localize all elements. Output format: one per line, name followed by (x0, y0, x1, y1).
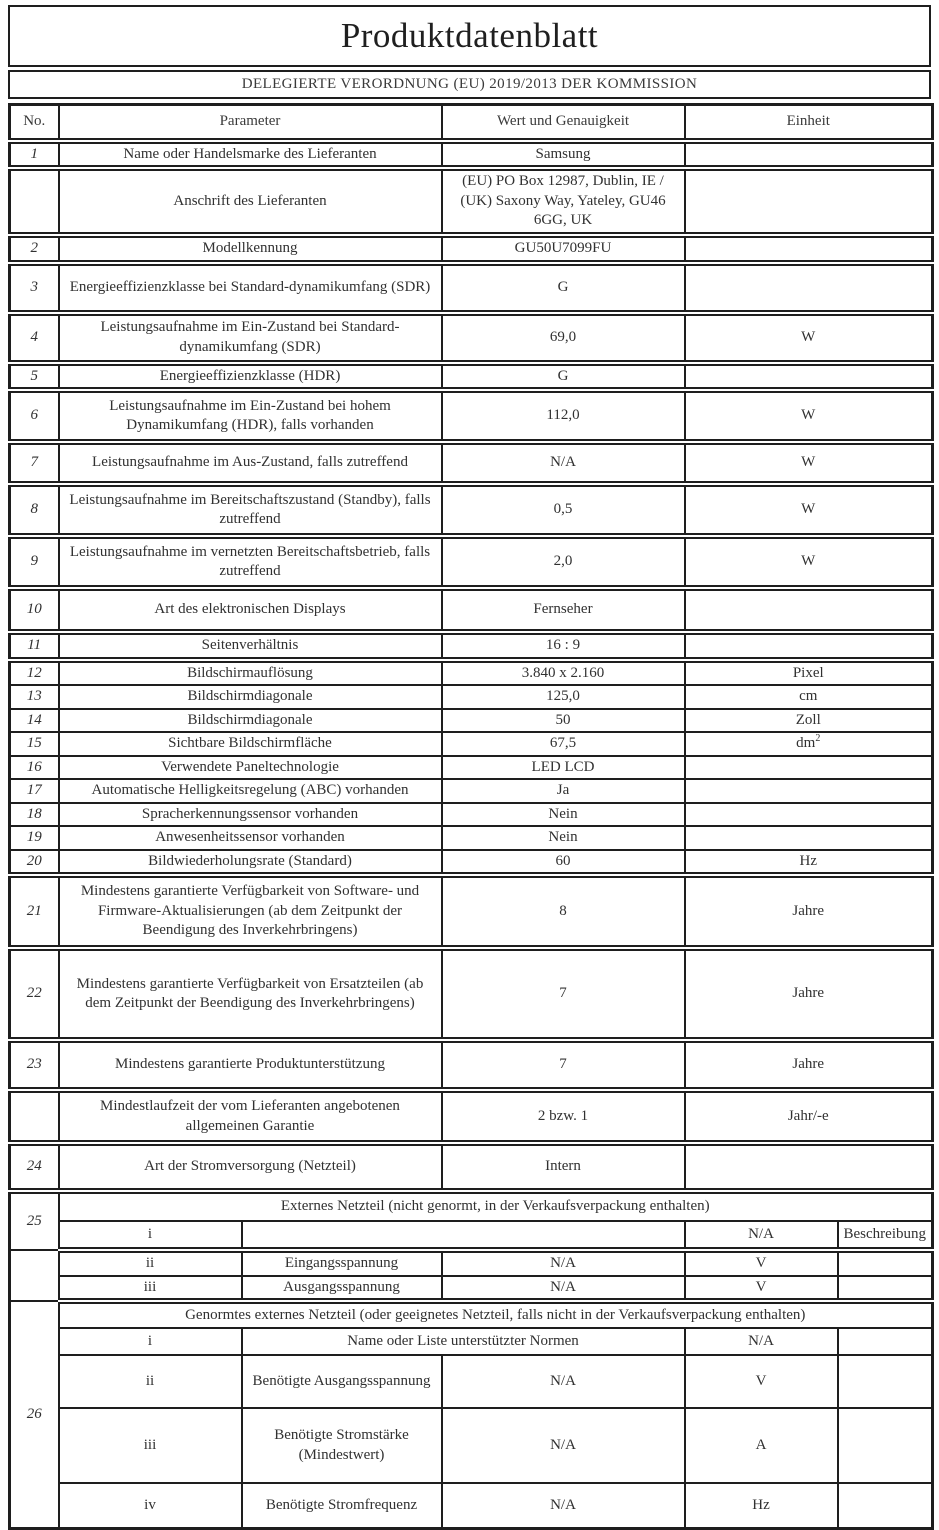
row-unit: W (685, 442, 933, 484)
table-row (10, 141, 933, 169)
row-parameter: Leistungsaufnahme im vernetzten Bereitschaftsbetrieb, falls zutreffend (59, 536, 442, 588)
regulation-subtitle: DELEGIERTE VERORDNUNG (EU) 2019/2013 DER KOMMISSION (8, 70, 931, 99)
row-value: 7 (442, 948, 685, 1040)
row-parameter: Anwesenheitssensor vorhanden (59, 826, 442, 850)
row-unit: W (685, 536, 933, 588)
row-value: Samsung (442, 141, 685, 169)
table-row (10, 263, 933, 313)
row-value: (EU) PO Box 12987, Dublin, IE / (UK) Saxony Way, Yateley, GU46 6GG, UK (442, 168, 685, 235)
section-26-sub-row (10, 1328, 933, 1355)
column-header-row (10, 105, 933, 141)
row-unit (685, 168, 933, 235)
sub-row-label: ii (59, 1250, 242, 1276)
row-no: 22 (10, 948, 59, 1040)
row-unit: Pixel (685, 660, 933, 686)
table-row (10, 235, 933, 263)
row-unit (685, 803, 933, 827)
row-unit (685, 263, 933, 313)
row-no: 5 (10, 363, 59, 391)
section-26-header-row (10, 1301, 933, 1328)
row-no: 9 (10, 536, 59, 588)
sub-row-parameter: Benötigte Stromstärke (Mindestwert) (242, 1408, 442, 1483)
sub-row-parameter: Name oder Liste unterstützter Normen (242, 1328, 685, 1355)
sub-row-unit: V (685, 1355, 838, 1408)
section-header: Genormtes externes Netzteil (oder geeignetes Netzteil, falls nicht in der Verkaufsverpackung enthalten) (59, 1301, 933, 1328)
sub-row-label: i (59, 1328, 242, 1355)
table-row (10, 660, 933, 686)
sub-row-label: i (59, 1221, 242, 1250)
sub-row-value: N/A (442, 1408, 685, 1483)
row-unit: Zoll (685, 709, 933, 733)
row-parameter: Sichtbare Bildschirmfläche (59, 732, 442, 756)
sub-row-label: iv (59, 1483, 242, 1528)
sub-row-unit: V (685, 1250, 838, 1276)
sub-row-note (838, 1483, 933, 1528)
sub-row-unit: Hz (685, 1483, 838, 1528)
sub-row-value: N/A (685, 1221, 838, 1250)
table-row (10, 168, 933, 235)
section-25-sub-row (10, 1276, 933, 1302)
table-row (10, 948, 933, 1040)
row-unit (685, 1143, 933, 1191)
row-no: 14 (10, 709, 59, 733)
row-no (10, 168, 59, 235)
row-parameter: Mindestens garantierte Produktunterstützung (59, 1040, 442, 1090)
row-unit (685, 756, 933, 780)
row-no: 6 (10, 390, 59, 442)
row-unit (685, 826, 933, 850)
table-row (10, 442, 933, 484)
table-row (10, 850, 933, 876)
row-parameter: Automatische Helligkeitsregelung (ABC) vorhanden (59, 779, 442, 803)
sub-row-value: N/A (442, 1483, 685, 1528)
section-25-sub-row (10, 1250, 933, 1276)
row-unit: W (685, 313, 933, 363)
section-26-sub-row (10, 1355, 933, 1408)
row-parameter: Modellkennung (59, 235, 442, 263)
section-25-header-row (10, 1191, 933, 1221)
unit-superscript: 2 (815, 733, 821, 744)
row-no: 1 (10, 141, 59, 169)
section-26-sub-row (10, 1483, 933, 1528)
table-row (10, 875, 933, 948)
sub-row-parameter: Benötigte Stromfrequenz (242, 1483, 442, 1528)
sub-row-unit: V (685, 1276, 838, 1302)
sub-row-label: ii (59, 1355, 242, 1408)
row-no: 24 (10, 1143, 59, 1191)
table-row (10, 363, 933, 391)
row-unit: Jahre (685, 1040, 933, 1090)
row-value: LED LCD (442, 756, 685, 780)
table-row (10, 588, 933, 632)
row-parameter: Energieeffizienzklasse bei Standard-dynamikumfang (SDR) (59, 263, 442, 313)
row-parameter: Mindestens garantierte Verfügbarkeit von Software- und Firmware-Aktualisierungen (ab dem Zeitpunkt der Beendigung des Inverkehrbringens) (59, 875, 442, 948)
row-parameter: Art der Stromversorgung (Netzteil) (59, 1143, 442, 1191)
row-no: 7 (10, 442, 59, 484)
table-row (10, 803, 933, 827)
row-no: 16 (10, 756, 59, 780)
sub-row-value: N/A (442, 1276, 685, 1302)
row-no: 11 (10, 632, 59, 660)
row-value: 2 bzw. 1 (442, 1090, 685, 1143)
sub-row-note (838, 1328, 933, 1355)
row-unit: cm (685, 685, 933, 709)
row-no (10, 1090, 59, 1143)
row-value: G (442, 363, 685, 391)
row-parameter: Spracherkennungssensor vorhanden (59, 803, 442, 827)
row-value: Fernseher (442, 588, 685, 632)
col-header-no: No. (10, 105, 59, 141)
row-value: Ja (442, 779, 685, 803)
row-no: 18 (10, 803, 59, 827)
row-value: N/A (442, 442, 685, 484)
row-parameter: Art des elektronischen Displays (59, 588, 442, 632)
page-title: Produktdatenblatt (8, 5, 931, 67)
row-unit: Jahre (685, 948, 933, 1040)
section-25-sub-row (10, 1221, 933, 1250)
table-row (10, 484, 933, 536)
row-value: 7 (442, 1040, 685, 1090)
row-unit: Jahr/-e (685, 1090, 933, 1143)
table-row (10, 536, 933, 588)
section-no: 25 (10, 1191, 59, 1250)
section-header: Externes Netzteil (nicht genormt, in der Verkaufsverpackung enthalten) (59, 1191, 933, 1221)
sub-row-parameter: Benötigte Ausgangsspannung (242, 1355, 442, 1408)
row-value: G (442, 263, 685, 313)
col-header-parameter: Parameter (59, 105, 442, 141)
sub-row-label: iii (59, 1276, 242, 1302)
table-row (10, 709, 933, 733)
datasheet-table (8, 103, 934, 1530)
row-value: GU50U7099FU (442, 235, 685, 263)
sub-row-parameter: Eingangsspannung (242, 1250, 442, 1276)
row-parameter: Leistungsaufnahme im Aus-Zustand, falls zutreffend (59, 442, 442, 484)
row-parameter: Verwendete Paneltechnologie (59, 756, 442, 780)
row-value: 3.840 x 2.160 (442, 660, 685, 686)
row-no: 4 (10, 313, 59, 363)
row-value: Intern (442, 1143, 685, 1191)
sub-row-parameter (242, 1221, 685, 1250)
sub-row-note (838, 1250, 933, 1276)
sub-row-note (838, 1276, 933, 1302)
row-no: 15 (10, 732, 59, 756)
row-value: 2,0 (442, 536, 685, 588)
sub-row-parameter: Ausgangsspannung (242, 1276, 442, 1302)
row-unit (685, 141, 933, 169)
row-unit (685, 632, 933, 660)
row-unit (685, 588, 933, 632)
row-value: 125,0 (442, 685, 685, 709)
row-parameter: Energieeffizienzklasse (HDR) (59, 363, 442, 391)
row-value: 16 : 9 (442, 632, 685, 660)
row-no: 20 (10, 850, 59, 876)
row-unit: Hz (685, 850, 933, 876)
table-row (10, 632, 933, 660)
sub-row-note (838, 1408, 933, 1483)
table-row (10, 390, 933, 442)
row-parameter: Mindestlaufzeit der vom Lieferanten angebotenen allgemeinen Garantie (59, 1090, 442, 1143)
sub-row-note: Beschreibung (838, 1221, 933, 1250)
table-row (10, 779, 933, 803)
row-no: 13 (10, 685, 59, 709)
row-parameter: Seitenverhältnis (59, 632, 442, 660)
section-no-empty (10, 1250, 59, 1301)
table-row (10, 1040, 933, 1090)
section-26-sub-row (10, 1408, 933, 1483)
row-unit (685, 363, 933, 391)
row-no: 8 (10, 484, 59, 536)
col-header-unit: Einheit (685, 105, 933, 141)
row-parameter: Bildschirmdiagonale (59, 685, 442, 709)
row-parameter: Bildschirmdiagonale (59, 709, 442, 733)
row-no: 3 (10, 263, 59, 313)
sub-row-value: N/A (442, 1355, 685, 1408)
table-row (10, 826, 933, 850)
table-row (10, 1143, 933, 1191)
row-value: 50 (442, 709, 685, 733)
row-unit: $dm^2$ (685, 732, 933, 756)
row-parameter: Bildschirmauflösung (59, 660, 442, 686)
col-header-value: Wert und Genauigkeit (442, 105, 685, 141)
table-row (10, 313, 933, 363)
row-value: 0,5 (442, 484, 685, 536)
row-parameter: Leistungsaufnahme im Bereitschaftszustand (Standby), falls zutreffend (59, 484, 442, 536)
row-value: 112,0 (442, 390, 685, 442)
table-row (10, 685, 933, 709)
table-row (10, 1090, 933, 1143)
row-unit (685, 779, 933, 803)
row-value: 8 (442, 875, 685, 948)
row-no: 10 (10, 588, 59, 632)
row-value: Nein (442, 803, 685, 827)
row-no: 19 (10, 826, 59, 850)
row-value: 69,0 (442, 313, 685, 363)
row-unit: W (685, 390, 933, 442)
row-parameter: Anschrift des Lieferanten (59, 168, 442, 235)
sub-row-note (838, 1355, 933, 1408)
row-no: 21 (10, 875, 59, 948)
sub-row-value: N/A (685, 1328, 838, 1355)
row-parameter: Mindestens garantierte Verfügbarkeit von Ersatzteilen (ab dem Zeitpunkt der Beendigung des Inverkehrbringens) (59, 948, 442, 1040)
row-no: 12 (10, 660, 59, 686)
sub-row-unit: A (685, 1408, 838, 1483)
row-no: 2 (10, 235, 59, 263)
row-unit: W (685, 484, 933, 536)
row-value: 67,5 (442, 732, 685, 756)
row-no: 23 (10, 1040, 59, 1090)
row-unit: Jahre (685, 875, 933, 948)
table-row (10, 732, 933, 756)
row-unit (685, 235, 933, 263)
row-parameter: Leistungsaufnahme im Ein-Zustand bei Standard-dynamikumfang (SDR) (59, 313, 442, 363)
row-no: 17 (10, 779, 59, 803)
sub-row-value: N/A (442, 1250, 685, 1276)
table-row (10, 756, 933, 780)
row-parameter: Leistungsaufnahme im Ein-Zustand bei hohem Dynamikumfang (HDR), falls vorhanden (59, 390, 442, 442)
sub-row-label: iii (59, 1408, 242, 1483)
section-no: 26 (10, 1301, 59, 1528)
row-parameter: Bildwiederholungsrate (Standard) (59, 850, 442, 876)
row-value: 60 (442, 850, 685, 876)
row-parameter: Name oder Handelsmarke des Lieferanten (59, 141, 442, 169)
row-value: Nein (442, 826, 685, 850)
